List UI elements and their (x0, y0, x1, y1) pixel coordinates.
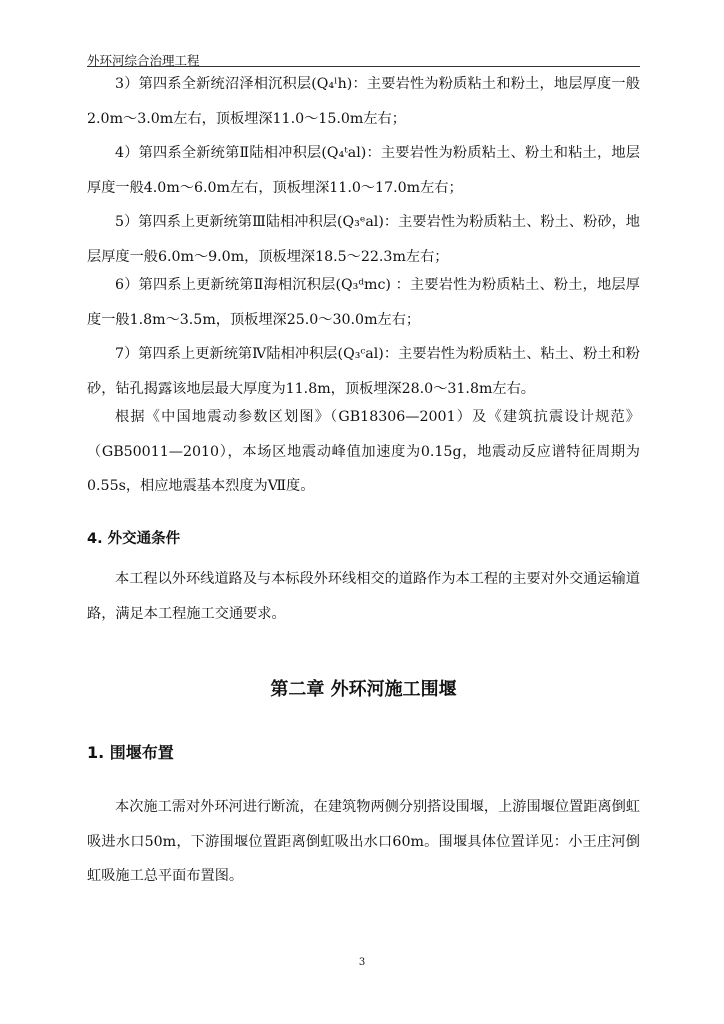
section-1-paragraph: 本次施工需对外环河进行断流，在建筑物两侧分别搭设围堰，上游围堰位置距离倒虹吸进水口50m，下游围堰位置距离倒虹吸出水口60m。围堰具体位置详见：小王庄河倒虹吸施工总平面布置图。 (87, 799, 640, 884)
page-number: 3 (358, 957, 366, 968)
paragraph-layer-4: 4）第四系全新统第Ⅱ陆相冲积层(Q₄ᵗal)：主要岩性为粉质粘土、粉土和粘土，地层厚度一般4.0m～6.0m左右，顶板埋深11.0～17.0m左右； (87, 145, 640, 196)
chapter-title: 第二章 外环河施工围堰 (270, 679, 457, 700)
paragraph-seismic: 根据《中国地震动参数区划图》（GB18306—2001）及《建筑抗震设计规范》（GB50011—2010），本场区地震动峰值加速度为0.15g，地震动反应谱特征周期为0.55s，相应地震基本烈度为Ⅶ度。 (87, 409, 640, 494)
section-4-paragraph: 本工程以外环线道路及与本标段外环线相交的道路作为本工程的主要对外交通运输道路，满足本工程施工交通要求。 (87, 571, 640, 622)
section-1-heading: 1. 围堰布置 (87, 743, 174, 762)
page-header: 外环河综合治理工程 (87, 53, 200, 68)
paragraph-layer-5: 5）第四系上更新统第Ⅲ陆相冲积层(Q₃ᵉal)：主要岩性为粉质粘土、粉土、粉砂，地层厚度一般6.0m～9.0m，顶板埋深18.5～22.3m左右； (87, 214, 640, 265)
section-4-heading: 4. 外交通条件 (87, 531, 181, 547)
paragraph-layer-3: 3）第四系全新统沼泽相沉积层(Q₄ˡh)：主要岩性为粉质粘土和粉土，地层厚度一般2.0m～3.0m左右，顶板埋深11.0～15.0m左右； (87, 76, 640, 127)
paragraph-layer-7: 7）第四系上更新统第Ⅳ陆相冲积层(Q₃ᶜal)：主要岩性为粉质粘土、粘土、粉土和粉砂，钻孔揭露该地层最大厚度为11.8m，顶板埋深28.0～31.8m左右。 (87, 346, 640, 397)
paragraph-layer-6: 6）第四系上更新统第Ⅱ海相沉积层(Q₃ᵈmc) ：主要岩性为粉质粘土、粉土，地层厚度一般1.8m～3.5m，顶板埋深25.0～30.0m左右； (87, 277, 640, 328)
